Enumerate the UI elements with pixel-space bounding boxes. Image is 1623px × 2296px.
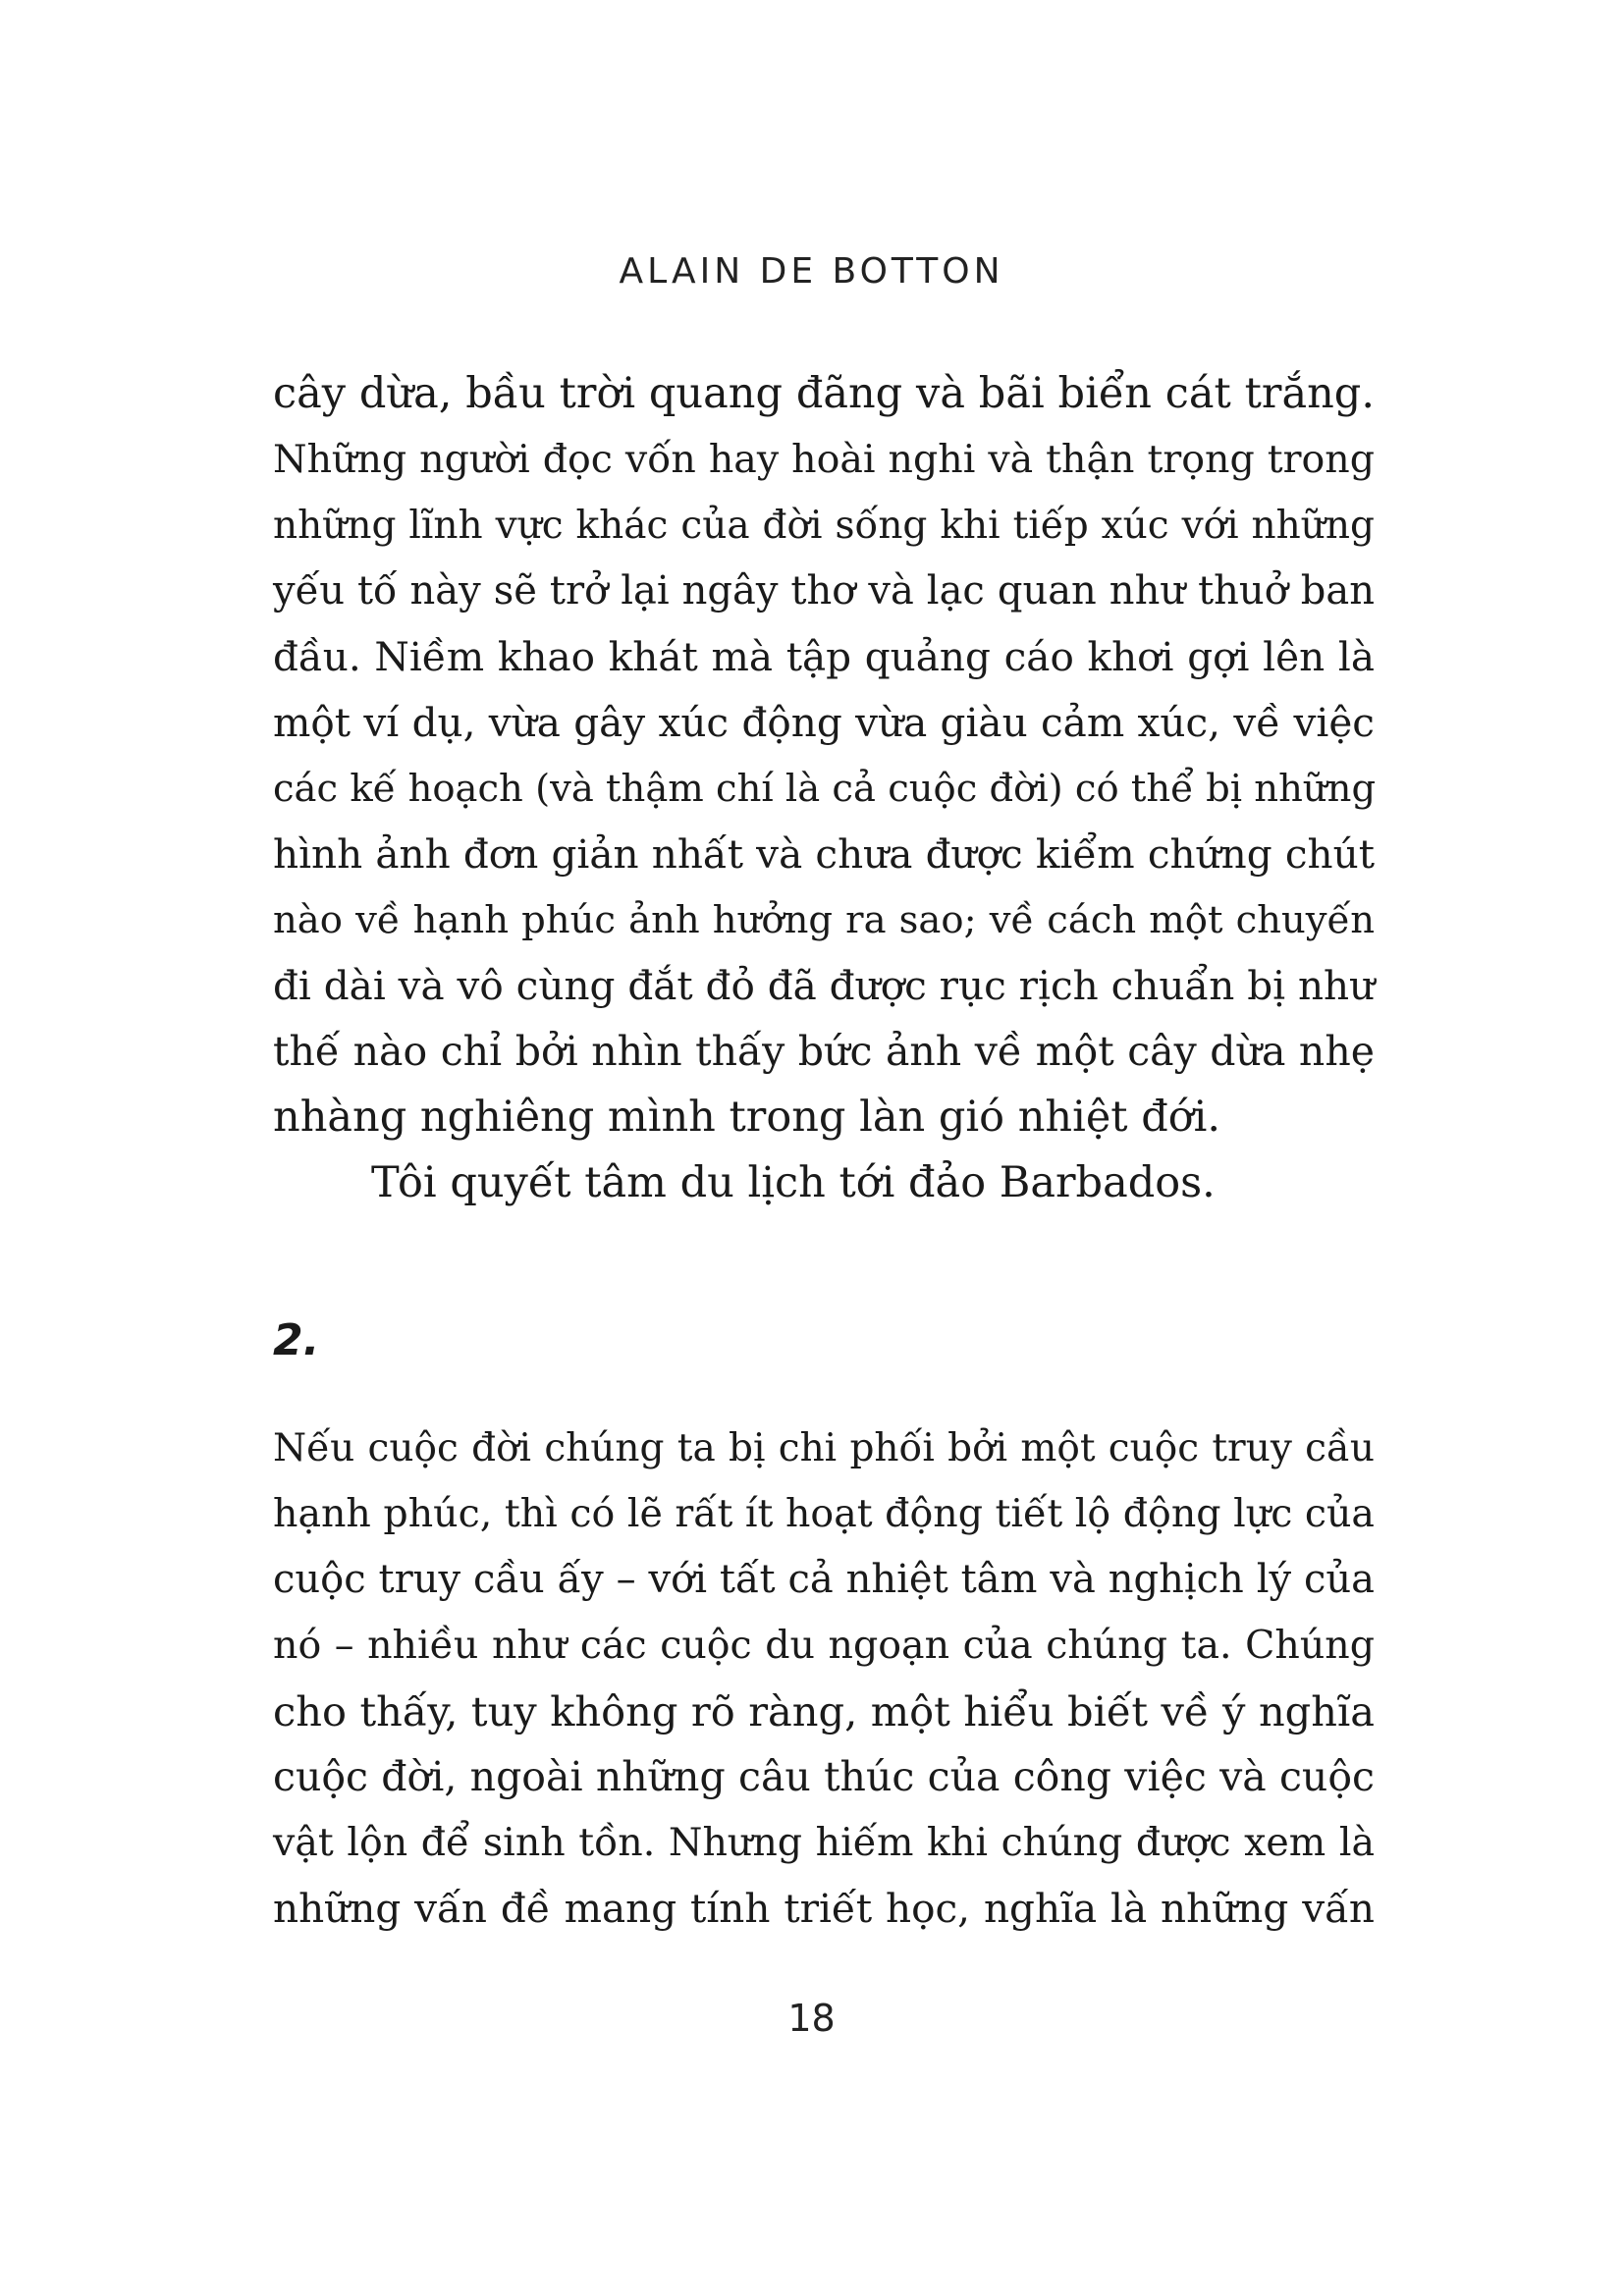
- text-line: những vấn đề mang tính triết học, nghĩa là những vấn: [273, 1885, 1375, 1932]
- text-line: Nếu cuộc đời chúng ta bị chi phối bởi một cuộc truy cầu: [273, 1426, 1375, 1470]
- text-line: vật lộn để sinh tồn. Nhưng hiếm khi chúng được xem là: [273, 1820, 1375, 1865]
- text-line: nào về hạnh phúc ảnh hưởng ra sao; về cách một chuyến: [273, 898, 1375, 942]
- text-line: những lĩnh vực khác của đời sống khi tiếp xúc với những: [273, 504, 1375, 548]
- text-line: hạnh phúc, thì có lẽ rất ít hoạt động tiết lộ động lực của: [273, 1491, 1375, 1536]
- text-line: một ví dụ, vừa gây xúc động vừa giàu cảm xúc, về việc: [273, 699, 1375, 746]
- page-number: 18: [787, 1997, 836, 2040]
- text-line: cuộc đời, ngoài những câu thúc của công việc và cuộc: [273, 1753, 1375, 1800]
- text-line: nhàng nghiêng mình trong làn gió nhiệt đới.: [273, 1093, 1221, 1142]
- text-line: Những người đọc vốn hay hoài nghi và thận trọng trong: [273, 437, 1375, 482]
- text-line: yếu tố này sẽ trở lại ngây thơ và lạc quan như thuở ban: [273, 568, 1375, 614]
- text-line: nó – nhiều như các cuộc du ngoạn của chúng ta. Chúng: [273, 1623, 1375, 1668]
- paragraph: [273, 1415, 1375, 1942]
- text-line: cây dừa, bầu trời quang đãng và bãi biển cát trắng.: [273, 369, 1375, 418]
- text-line: cho thấy, tuy không rõ ràng, một hiểu biết về ý nghĩa: [273, 1687, 1375, 1735]
- text-line: các kế hoạch (và thậm chí là cả cuộc đời) có thể bị những: [273, 767, 1377, 811]
- text-line: hình ảnh đơn giản nhất và chưa được kiểm chứng chút: [273, 830, 1375, 878]
- section-heading: 2.: [273, 1315, 320, 1365]
- text-line: Tôi quyết tâm du lịch tới đảo Barbados.: [371, 1158, 1216, 1207]
- text-line: cuộc truy cầu ấy – với tất cả nhiệt tâm và nghịch lý của: [273, 1557, 1375, 1602]
- text-line: đi dài và vô cùng đắt đỏ đã được rục rịch chuẩn bị như: [273, 962, 1376, 1009]
- text-line: đầu. Niềm khao khát mà tập quảng cáo khơi gợi lên là: [273, 633, 1375, 680]
- paragraph: [273, 361, 1375, 1216]
- text-line: thế nào chỉ bởi nhìn thấy bức ảnh về một cây dừa nhẹ: [273, 1028, 1375, 1075]
- running-head: ALAIN DE BOTTON: [619, 251, 1004, 292]
